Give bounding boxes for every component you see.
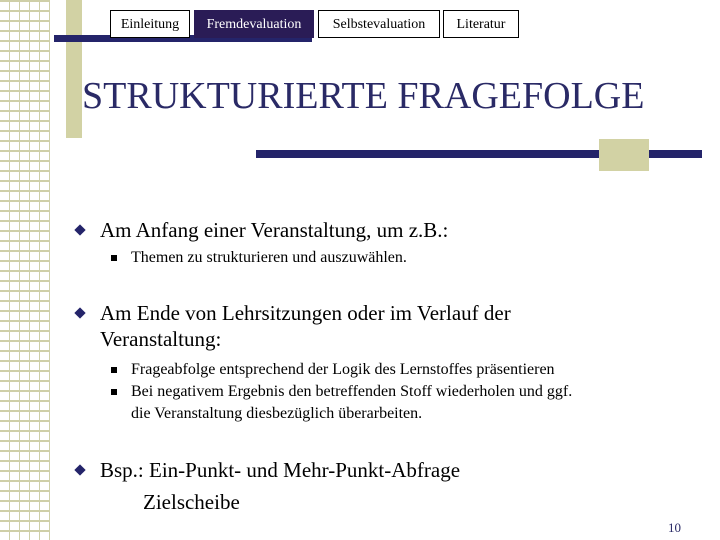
sub-point xyxy=(131,360,555,380)
bullet-point-2-continued xyxy=(100,327,221,351)
slide-title: STRUKTURIERTE FRAGEFOLGE xyxy=(82,75,645,117)
decorative-bar-vertical xyxy=(66,0,82,138)
bullet-point-text: Veranstaltung: xyxy=(100,327,222,351)
tab-fremdevaluation[interactable]: Fremdevaluation xyxy=(194,10,314,38)
diamond-bullet-icon xyxy=(74,307,85,318)
bullet-point-text: Zielscheibe xyxy=(143,490,240,514)
diamond-bullet-icon xyxy=(74,464,85,475)
square-bullet-icon xyxy=(111,255,117,261)
square-bullet-icon xyxy=(111,367,117,373)
bullet-point-1 xyxy=(100,218,448,242)
page-number: 10 xyxy=(668,520,681,535)
bullet-point-3 xyxy=(100,458,460,482)
tab-einleitung[interactable]: Einleitung xyxy=(110,10,190,38)
square-bullet-icon xyxy=(111,389,117,395)
bullet-point-text: Am Anfang einer Veranstaltung, um z.B.: xyxy=(100,218,449,242)
sub-point-text: Themen zu strukturieren und auszuwählen. xyxy=(131,249,407,266)
sub-point-continued xyxy=(131,404,422,424)
sub-point-text: die Veranstaltung diesbezüglich überarbeiten. xyxy=(131,405,423,422)
diamond-bullet-icon xyxy=(74,224,85,235)
tab-selbstevaluation[interactable]: Selbstevaluation xyxy=(318,10,440,38)
bullet-point-2 xyxy=(100,301,511,325)
tab-literatur[interactable]: Literatur xyxy=(443,10,519,38)
sub-point-text: Frageabfolge entsprechend der Logik des Lernstoffes präsentieren xyxy=(131,361,555,378)
example-zielscheibe xyxy=(143,490,240,514)
sub-point-text: Bei negativem Ergebnis den betreffenden Stoff wiederholen und ggf. xyxy=(131,383,573,400)
decorative-block xyxy=(599,139,649,171)
bullet-point-text: Am Ende von Lehrsitzungen oder im Verlauf der xyxy=(100,301,511,325)
bullet-point-text: Bsp.: Ein-Punkt- und Mehr-Punkt-Abfrage xyxy=(100,458,461,482)
sub-point xyxy=(131,248,407,268)
sub-point xyxy=(131,382,572,402)
decorative-grid-border xyxy=(0,0,50,540)
